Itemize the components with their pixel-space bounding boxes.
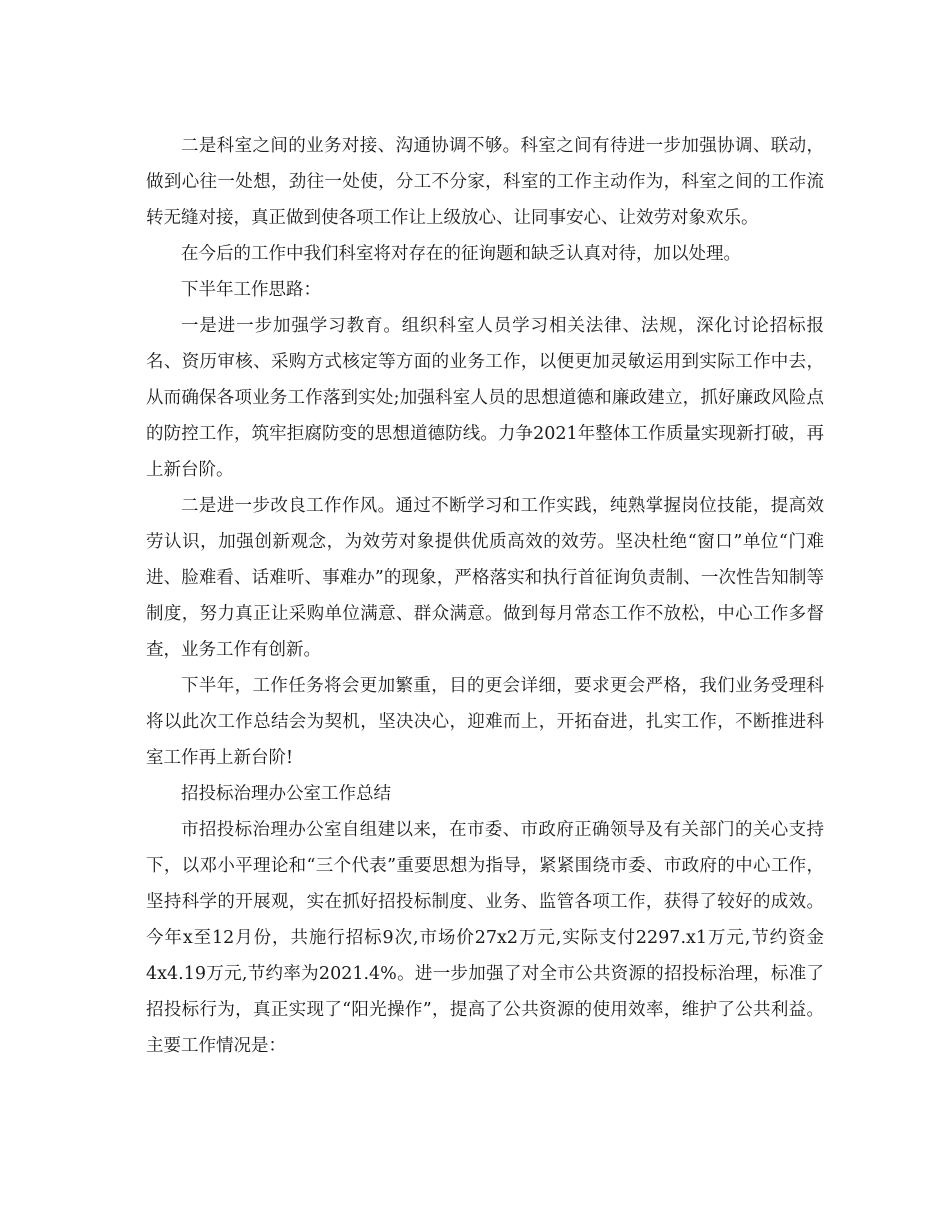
paragraph-work-plan-heading: 下半年工作思路： bbox=[181, 280, 321, 300]
paragraph-future-handling: 在今后的工作中我们科室将对存在的征询题和缺乏认真对待，加以处理。 bbox=[181, 244, 741, 264]
document-body bbox=[146, 128, 824, 1064]
paragraph-coordination-issue: 二是科室之间的业务对接、沟通协调不够。科室之间有待进一步加强协调、联动，做到心往一处想，劲往一处使，分工不分家，科室的工作主动作为，科室之间的工作流转无缝对接，真正做到使各项工作让上级放心、让同事安心、让效劳对象欢乐。 bbox=[146, 136, 824, 228]
paragraph-office-summary: 市招投标治理办公室自组建以来，在市委、市政府正确领导及有关部门的关心支持下，以邓小平理论和“三个代表”重要思想为指导，紧紧围绕市委、市政府的中心工作，坚持科学的开展观，实在抓好招投标制度、业务、监管各项工作，获得了较好的成效。今年x至12月份，共施行招标9次,市场价27x2万元,实际支付2297.x1万元,节约资金4x4.19万元,节约率为2021.4%。进一步加强了对全市公共资源的招投标治理，标准了招投标行为，真正实现了“阳光操作”，提高了公共资源的使用效率，维护了公共利益。主要工作情况是： bbox=[146, 820, 824, 1056]
section-title: 招投标治理办公室工作总结 bbox=[181, 784, 391, 804]
paragraph-learning-education: 一是进一步加强学习教育。组织科室人员学习相关法律、法规，深化讨论招标报名、资历审核、采购方式核定等方面的业务工作，以便更加灵敏运用到实际工作中去，从而确保各项业务工作落到实处;加强科室人员的思想道德和廉政建立，抓好廉政风险点的防控工作，筑牢拒腐防变的思想道德防线。力争2021年整体工作质量实现新打破，再上新台阶。 bbox=[146, 316, 824, 480]
paragraph-work-style: 二是进一步改良工作作风。通过不断学习和工作实践，纯熟掌握岗位技能，提高效劳认识，加强创新观念，为效劳对象提供优质高效的效劳。坚决杜绝“窗口”单位“门难进、脸难看、话难听、事难办”的现象，严格落实和执行首征询负责制、一次性告知制等制度，努力真正让采购单位满意、群众满意。做到每月常态工作不放松，中心工作多督查，业务工作有创新。 bbox=[146, 496, 824, 660]
paragraph-second-half-outlook: 下半年，工作任务将会更加繁重，目的更会详细，要求更会严格，我们业务受理科将以此次工作总结会为契机，坚决决心，迎难而上，开拓奋进，扎实工作，不断推进科室工作再上新台阶! bbox=[146, 676, 824, 768]
